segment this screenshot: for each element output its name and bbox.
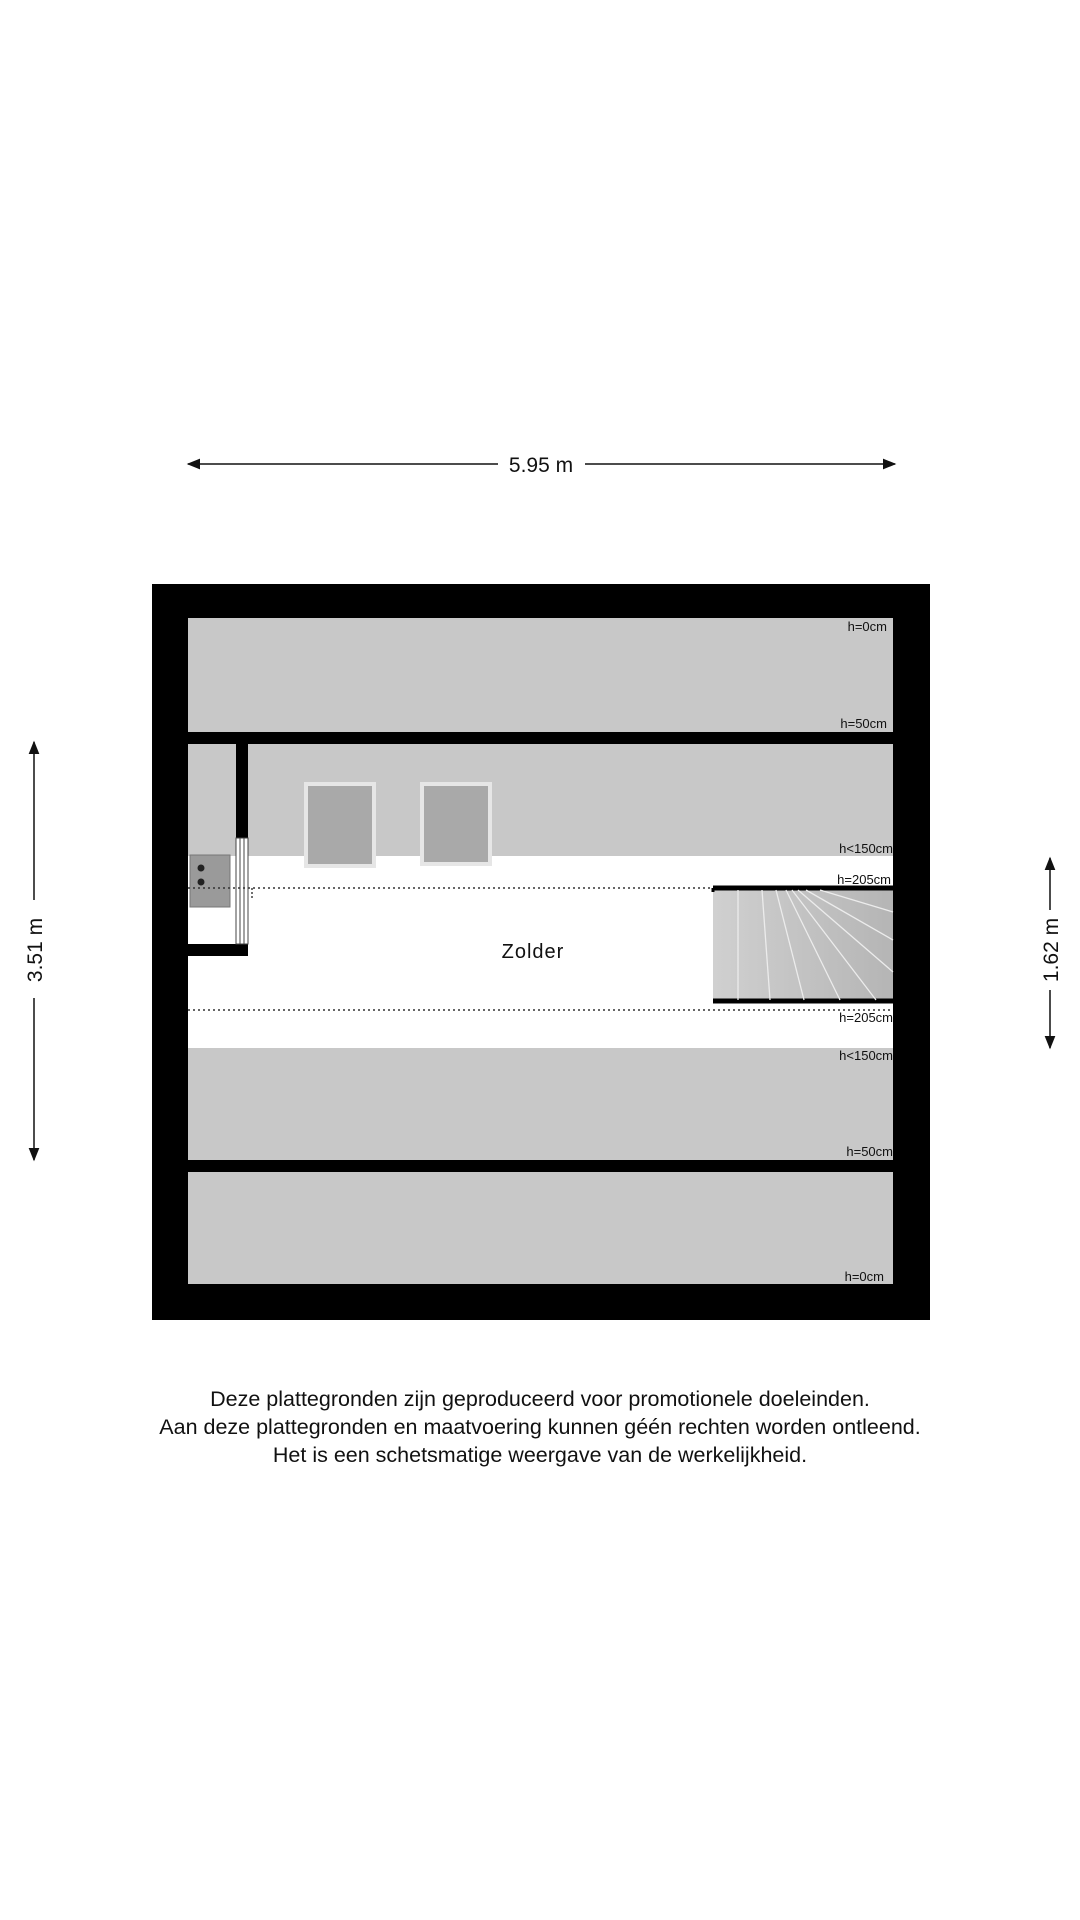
height-label-top-205: h=205cm xyxy=(837,872,891,887)
closet xyxy=(188,744,248,956)
boiler-unit xyxy=(190,855,230,907)
height-label-top-kneewall: h=50cm xyxy=(840,716,887,731)
disclaimer-line-1: Deze plattegronden zijn geproduceerd voor promotionele doeleinden. xyxy=(210,1387,870,1411)
height-label-bottom-205: h=205cm xyxy=(839,1010,893,1025)
height-label-bottom-outer: h=0cm xyxy=(844,1269,884,1284)
height-label-top-150: h<150cm xyxy=(839,841,893,856)
bottom-kneewall xyxy=(188,1160,893,1172)
roof-window xyxy=(306,784,374,866)
height-dimension-label: 3.51 m xyxy=(24,917,47,983)
upper-low-ceiling-zone xyxy=(188,744,893,856)
height-label-top-outer: h=0cm xyxy=(847,619,887,634)
stair-dimension xyxy=(1040,858,1063,1048)
staircase xyxy=(713,888,893,1002)
lower-low-ceiling-zone xyxy=(188,1048,893,1164)
top-eave-zone xyxy=(188,618,893,732)
disclaimer xyxy=(0,1385,1080,1469)
width-dimension xyxy=(188,454,895,477)
bottom-eave-zone xyxy=(188,1172,893,1284)
top-kneewall xyxy=(188,732,893,744)
disclaimer-line-2: Aan deze plattegronden en maatvoering kunnen géén rechten worden ontleend. xyxy=(159,1415,921,1439)
roof-window xyxy=(422,784,490,864)
stair-dimension-label: 1.62 m xyxy=(1040,917,1063,983)
room-label: Zolder xyxy=(501,941,565,963)
height-label-bottom-150: h<150cm xyxy=(839,1048,893,1063)
height-label-bottom-kneewall: h=50cm xyxy=(846,1144,893,1159)
disclaimer-line-3: Het is een schetsmatige weergave van de werkelijkheid. xyxy=(272,1443,808,1467)
width-dimension-label: 5.95 m xyxy=(508,454,574,477)
height-dimension xyxy=(24,742,47,1160)
